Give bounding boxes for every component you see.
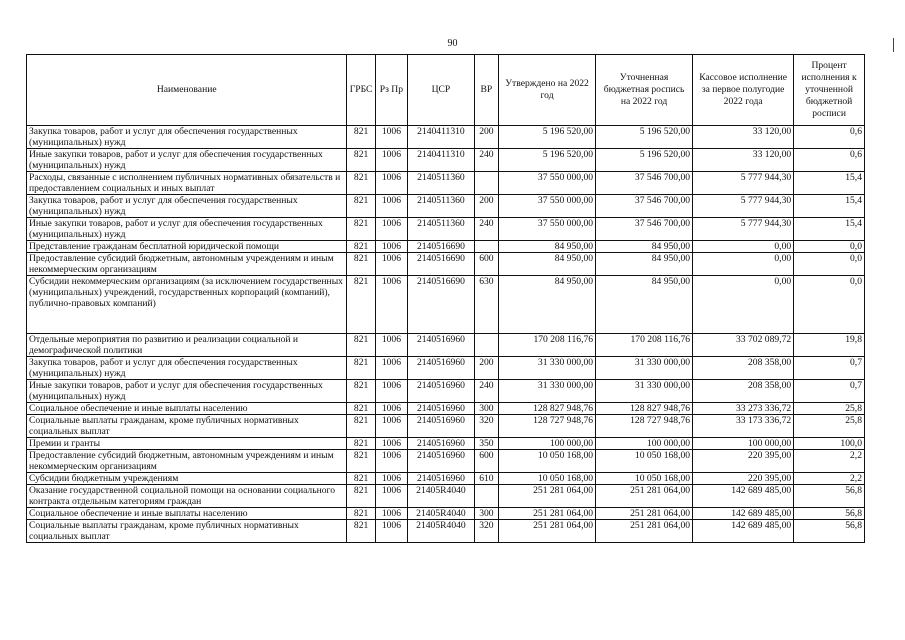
- cell-rzpr: 1006: [375, 415, 407, 438]
- cell-vr: 600: [474, 450, 498, 473]
- cell-cash: 5 777 944,30: [693, 195, 794, 218]
- cell-rzpr: 1006: [375, 520, 407, 543]
- cell-grbs: 821: [347, 380, 375, 403]
- cell-csr: 2140516960: [408, 357, 475, 380]
- cell-approved: 37 550 000,00: [499, 195, 596, 218]
- cell-csr: 2140516960: [408, 403, 475, 415]
- cell-vr: 240: [474, 149, 498, 172]
- cell-refined: 5 196 520,00: [596, 149, 693, 172]
- margin-mark: [893, 38, 894, 52]
- cell-grbs: 821: [347, 253, 375, 276]
- budget-table: [26, 54, 865, 543]
- cell-refined: 31 330 000,00: [596, 380, 693, 403]
- cell-name: Закупка товаров, работ и услуг для обеспечения государственных (муниципальных) нужд: [27, 126, 347, 149]
- cell-cash: 33 120,00: [693, 126, 794, 149]
- table-row: [27, 195, 865, 218]
- cell-cash: 5 777 944,30: [693, 218, 794, 241]
- cell-name: Субсидии бюджетным учреждениям: [27, 473, 347, 485]
- cell-name: Иные закупки товаров, работ и услуг для обеспечения государственных (муниципальных) нужд: [27, 380, 347, 403]
- cell-csr: 2140516690: [408, 276, 475, 334]
- cell-percent: 25,8: [794, 403, 865, 415]
- cell-rzpr: 1006: [375, 508, 407, 520]
- cell-cash: 142 689 485,00: [693, 520, 794, 543]
- cell-vr: 630: [474, 276, 498, 334]
- cell-rzpr: 1006: [375, 485, 407, 508]
- cell-cash: 5 777 944,30: [693, 172, 794, 195]
- cell-refined: 251 281 064,00: [596, 485, 693, 508]
- table-row: [27, 172, 865, 195]
- cell-rzpr: 1006: [375, 241, 407, 253]
- cell-approved: 128 827 948,76: [499, 403, 596, 415]
- cell-percent: 0,6: [794, 126, 865, 149]
- cell-csr: 2140516960: [408, 334, 475, 357]
- cell-grbs: 821: [347, 241, 375, 253]
- cell-grbs: 821: [347, 438, 375, 450]
- cell-percent: 0,0: [794, 276, 865, 334]
- cell-approved: 10 050 168,00: [499, 450, 596, 473]
- cell-percent: 15,4: [794, 195, 865, 218]
- cell-refined: 5 196 520,00: [596, 126, 693, 149]
- cell-refined: 84 950,00: [596, 241, 693, 253]
- cell-refined: 170 208 116,76: [596, 334, 693, 357]
- cell-grbs: 821: [347, 195, 375, 218]
- cell-vr: [474, 485, 498, 508]
- cell-csr: 2140516960: [408, 473, 475, 485]
- cell-refined: 37 546 700,00: [596, 195, 693, 218]
- cell-vr: 610: [474, 473, 498, 485]
- cell-grbs: 821: [347, 415, 375, 438]
- cell-percent: 15,4: [794, 172, 865, 195]
- header-vr: ВР: [474, 55, 498, 126]
- cell-csr: 21405R4040: [408, 520, 475, 543]
- header-rzpr: Рз Пр: [375, 55, 407, 126]
- cell-refined: 100 000,00: [596, 438, 693, 450]
- cell-csr: 2140516960: [408, 380, 475, 403]
- cell-vr: 200: [474, 357, 498, 380]
- cell-percent: 100,0: [794, 438, 865, 450]
- cell-cash: 33 702 089,72: [693, 334, 794, 357]
- cell-grbs: 821: [347, 126, 375, 149]
- header-refined: Уточненная бюджетная роспись на 2022 год: [596, 55, 693, 126]
- cell-rzpr: 1006: [375, 473, 407, 485]
- cell-cash: 208 358,00: [693, 357, 794, 380]
- cell-name: Расходы, связанные с исполнением публичных нормативных обязательств и предоставлением социальных и иных выплат: [27, 172, 347, 195]
- cell-csr: 2140411310: [408, 126, 475, 149]
- cell-cash: 220 395,00: [693, 450, 794, 473]
- cell-approved: 84 950,00: [499, 276, 596, 334]
- cell-percent: 19,8: [794, 334, 865, 357]
- cell-percent: 2,2: [794, 450, 865, 473]
- table-row: [27, 438, 865, 450]
- cell-csr: 2140516690: [408, 253, 475, 276]
- cell-grbs: 821: [347, 172, 375, 195]
- cell-approved: 5 196 520,00: [499, 149, 596, 172]
- cell-vr: 200: [474, 126, 498, 149]
- cell-approved: 31 330 000,00: [499, 357, 596, 380]
- cell-name: Предоставление субсидий бюджетным, автономным учреждениям и иным некоммерческим организациям: [27, 253, 347, 276]
- table-row: [27, 485, 865, 508]
- cell-refined: 10 050 168,00: [596, 473, 693, 485]
- cell-approved: 170 208 116,76: [499, 334, 596, 357]
- cell-percent: 0,0: [794, 253, 865, 276]
- cell-vr: 350: [474, 438, 498, 450]
- cell-name: Социальные выплаты гражданам, кроме публичных нормативных социальных выплат: [27, 520, 347, 543]
- cell-vr: 600: [474, 253, 498, 276]
- cell-name: Иные закупки товаров, работ и услуг для обеспечения государственных (муниципальных) нужд: [27, 218, 347, 241]
- table-row: [27, 218, 865, 241]
- cell-grbs: 821: [347, 473, 375, 485]
- cell-name: Отдельные мероприятия по развитию и реализации социальной и демографической политики: [27, 334, 347, 357]
- cell-percent: 15,4: [794, 218, 865, 241]
- cell-rzpr: 1006: [375, 334, 407, 357]
- cell-rzpr: 1006: [375, 450, 407, 473]
- header-percent: Процент исполнения к уточненной бюджетной росписи: [794, 55, 865, 126]
- cell-refined: 251 281 064,00: [596, 520, 693, 543]
- cell-cash: 0,00: [693, 253, 794, 276]
- cell-refined: 128 827 948,76: [596, 403, 693, 415]
- table-row: [27, 450, 865, 473]
- header-name: Наименование: [27, 55, 347, 126]
- cell-percent: 56,8: [794, 485, 865, 508]
- header-cash: Кассовое исполнение за первое полугодие 2022 года: [693, 55, 794, 126]
- cell-cash: 0,00: [693, 276, 794, 334]
- cell-vr: 240: [474, 218, 498, 241]
- cell-vr: 320: [474, 415, 498, 438]
- cell-percent: 25,8: [794, 415, 865, 438]
- cell-csr: 2140411310: [408, 149, 475, 172]
- cell-vr: 300: [474, 403, 498, 415]
- cell-vr: 200: [474, 195, 498, 218]
- cell-grbs: 821: [347, 485, 375, 508]
- cell-approved: 251 281 064,00: [499, 508, 596, 520]
- cell-name: Закупка товаров, работ и услуг для обеспечения государственных (муниципальных) нужд: [27, 195, 347, 218]
- cell-rzpr: 1006: [375, 253, 407, 276]
- cell-rzpr: 1006: [375, 403, 407, 415]
- table-row: [27, 149, 865, 172]
- cell-refined: 31 330 000,00: [596, 357, 693, 380]
- cell-refined: 251 281 064,00: [596, 508, 693, 520]
- cell-cash: 100 000,00: [693, 438, 794, 450]
- table-row: [27, 253, 865, 276]
- cell-csr: 21405R4040: [408, 508, 475, 520]
- cell-grbs: 821: [347, 334, 375, 357]
- cell-refined: 128 727 948,76: [596, 415, 693, 438]
- table-row: [27, 520, 865, 543]
- cell-rzpr: 1006: [375, 172, 407, 195]
- cell-name: Оказание государственной социальной помощи на основании социального контракта отдельным категориям граждан: [27, 485, 347, 508]
- cell-cash: 33 173 336,72: [693, 415, 794, 438]
- cell-cash: 208 358,00: [693, 380, 794, 403]
- cell-rzpr: 1006: [375, 149, 407, 172]
- cell-vr: 240: [474, 380, 498, 403]
- cell-refined: 37 546 700,00: [596, 172, 693, 195]
- cell-name: Предоставление субсидий бюджетным, автономным учреждениям и иным некоммерческим организациям: [27, 450, 347, 473]
- cell-csr: 2140516960: [408, 415, 475, 438]
- header-approved: Утверждено на 2022 год: [499, 55, 596, 126]
- page-number: 90: [447, 38, 458, 49]
- table-row: [27, 126, 865, 149]
- table-row: [27, 403, 865, 415]
- cell-grbs: 821: [347, 276, 375, 334]
- cell-vr: 300: [474, 508, 498, 520]
- cell-rzpr: 1006: [375, 195, 407, 218]
- cell-vr: [474, 334, 498, 357]
- cell-cash: 142 689 485,00: [693, 485, 794, 508]
- cell-percent: 0,7: [794, 380, 865, 403]
- cell-name: Социальные выплаты гражданам, кроме публичных нормативных социальных выплат: [27, 415, 347, 438]
- table-header-row: [27, 55, 865, 126]
- cell-rzpr: 1006: [375, 218, 407, 241]
- cell-rzpr: 1006: [375, 126, 407, 149]
- table-row: [27, 241, 865, 253]
- cell-refined: 84 950,00: [596, 253, 693, 276]
- cell-grbs: 821: [347, 403, 375, 415]
- table-row: [27, 380, 865, 403]
- cell-approved: 84 950,00: [499, 241, 596, 253]
- cell-grbs: 821: [347, 149, 375, 172]
- cell-approved: 5 196 520,00: [499, 126, 596, 149]
- table-row: [27, 473, 865, 485]
- cell-name: Закупка товаров, работ и услуг для обеспечения государственных (муниципальных) нужд: [27, 357, 347, 380]
- cell-csr: 2140516960: [408, 450, 475, 473]
- cell-cash: 0,00: [693, 241, 794, 253]
- cell-approved: 128 727 948,76: [499, 415, 596, 438]
- cell-approved: 37 550 000,00: [499, 172, 596, 195]
- cell-grbs: 821: [347, 218, 375, 241]
- cell-percent: 0,7: [794, 357, 865, 380]
- cell-rzpr: 1006: [375, 438, 407, 450]
- cell-csr: 2140516960: [408, 438, 475, 450]
- cell-refined: 10 050 168,00: [596, 450, 693, 473]
- cell-percent: 0,6: [794, 149, 865, 172]
- cell-vr: 320: [474, 520, 498, 543]
- header-grbs: ГРБС: [347, 55, 375, 126]
- cell-csr: 2140511360: [408, 195, 475, 218]
- table-row: [27, 415, 865, 438]
- table-row: [27, 276, 865, 334]
- cell-approved: 84 950,00: [499, 253, 596, 276]
- cell-grbs: 821: [347, 508, 375, 520]
- cell-name: Иные закупки товаров, работ и услуг для обеспечения государственных (муниципальных) нужд: [27, 149, 347, 172]
- cell-percent: 56,8: [794, 520, 865, 543]
- cell-name: Социальное обеспечение и иные выплаты населению: [27, 508, 347, 520]
- cell-csr: 2140511360: [408, 172, 475, 195]
- cell-csr: 2140516690: [408, 241, 475, 253]
- cell-cash: 33 273 336,72: [693, 403, 794, 415]
- cell-cash: 142 689 485,00: [693, 508, 794, 520]
- cell-approved: 37 550 000,00: [499, 218, 596, 241]
- cell-percent: 56,8: [794, 508, 865, 520]
- table-row: [27, 357, 865, 380]
- cell-cash: 33 120,00: [693, 149, 794, 172]
- cell-approved: 251 281 064,00: [499, 520, 596, 543]
- table-row: [27, 334, 865, 357]
- cell-grbs: 821: [347, 357, 375, 380]
- cell-rzpr: 1006: [375, 380, 407, 403]
- cell-cash: 220 395,00: [693, 473, 794, 485]
- cell-grbs: 821: [347, 520, 375, 543]
- cell-vr: [474, 172, 498, 195]
- cell-vr: [474, 241, 498, 253]
- cell-name: Субсидии некоммерческим организациям (за исключением государственных (муниципальных) учреждений, государственных корпораций (компаний), публично-правовых компаний): [27, 276, 347, 334]
- cell-name: Премии и гранты: [27, 438, 347, 450]
- cell-csr: 2140511360: [408, 218, 475, 241]
- cell-approved: 31 330 000,00: [499, 380, 596, 403]
- cell-approved: 251 281 064,00: [499, 485, 596, 508]
- cell-rzpr: 1006: [375, 357, 407, 380]
- cell-name: Представление гражданам бесплатной юридической помощи: [27, 241, 347, 253]
- cell-name: Социальное обеспечение и иные выплаты населению: [27, 403, 347, 415]
- cell-approved: 100 000,00: [499, 438, 596, 450]
- cell-grbs: 821: [347, 450, 375, 473]
- header-csr: ЦСР: [408, 55, 475, 126]
- table-row: [27, 508, 865, 520]
- cell-csr: 21405R4040: [408, 485, 475, 508]
- cell-percent: 2,2: [794, 473, 865, 485]
- cell-refined: 84 950,00: [596, 276, 693, 334]
- cell-rzpr: 1006: [375, 276, 407, 334]
- cell-refined: 37 546 700,00: [596, 218, 693, 241]
- cell-approved: 10 050 168,00: [499, 473, 596, 485]
- cell-percent: 0,0: [794, 241, 865, 253]
